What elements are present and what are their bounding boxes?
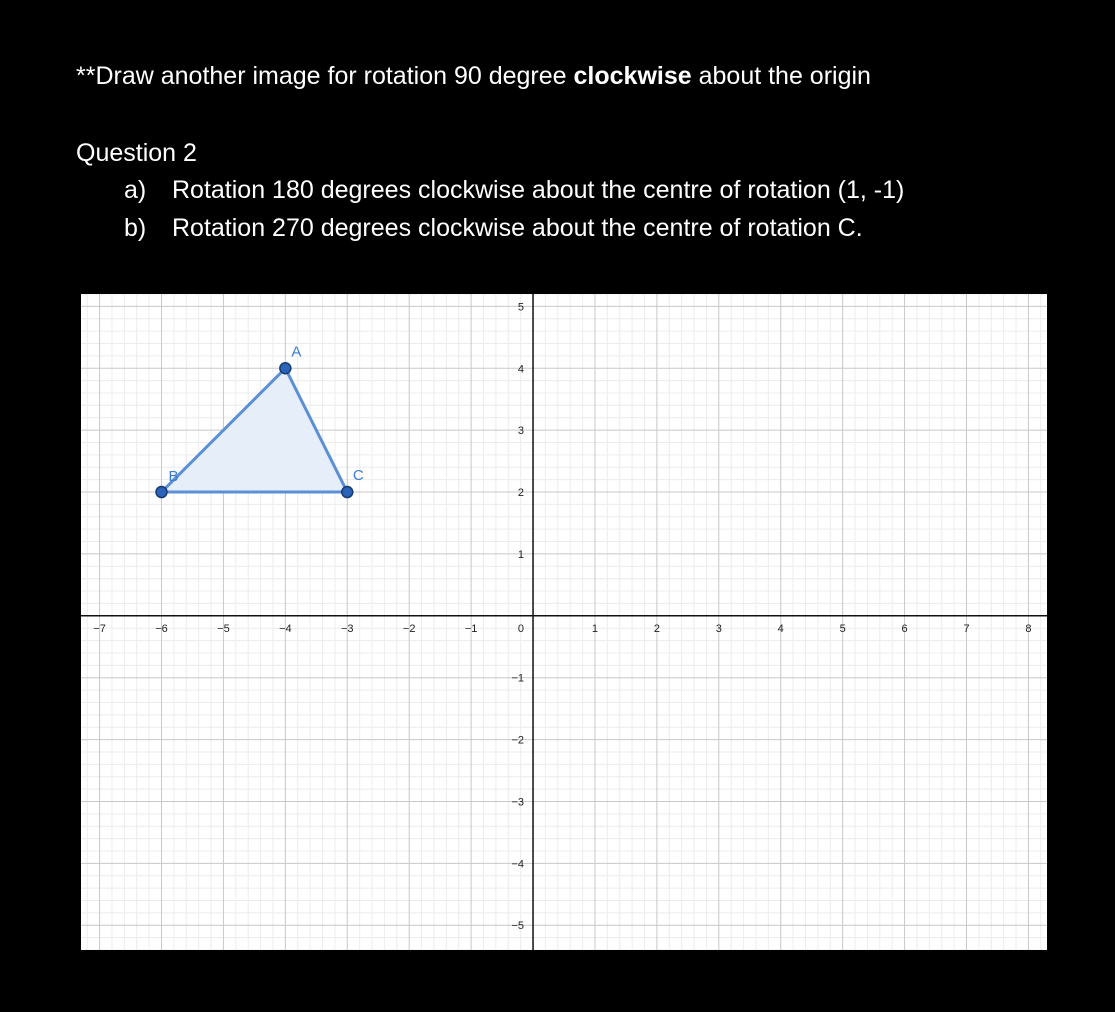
x-tick-label: 4	[777, 622, 784, 635]
instruction-prefix: **Draw another image for rotation 90 degree	[76, 62, 574, 90]
x-tick-label: −5	[217, 622, 230, 635]
x-tick-label: −6	[155, 622, 168, 635]
point-label-b: B	[168, 468, 179, 486]
y-tick-label: −5	[511, 920, 525, 933]
instruction-text	[76, 62, 871, 91]
y-tick-label: −1	[511, 672, 525, 685]
point-c	[342, 487, 353, 498]
y-tick-label: 4	[517, 363, 525, 376]
x-tick-label: 6	[901, 622, 908, 635]
y-tick-label: −4	[511, 858, 525, 871]
question-title: Question 2	[76, 139, 197, 167]
y-tick-label: −3	[511, 796, 525, 809]
y-tick-label: 2	[517, 487, 525, 500]
x-tick-label: 5	[839, 622, 846, 635]
x-tick-label: 3	[715, 622, 722, 635]
question-item-b	[124, 214, 863, 243]
x-tick-label: −7	[93, 622, 106, 635]
x-tick-label: 8	[1025, 622, 1032, 635]
y-tick-label: −2	[511, 734, 525, 747]
y-tick-label: 3	[517, 425, 525, 438]
point-b	[156, 487, 167, 498]
question-item-a-text: Rotation 180 degrees clockwise about the centre of rotation (1, -1)	[172, 176, 905, 204]
y-tick-label: 5	[517, 301, 525, 314]
point-label-c: C	[352, 467, 364, 485]
x-tick-label: −2	[402, 622, 416, 635]
y-tick-label: 1	[517, 548, 525, 561]
question-item-b-letter: b)	[124, 214, 147, 242]
x-tick-label: −1	[464, 622, 478, 635]
point-label-a: A	[291, 343, 302, 361]
x-tick-label: −3	[340, 622, 354, 635]
x-tick-label: 7	[963, 622, 970, 635]
instruction-suffix: about the origin	[691, 62, 871, 90]
question-item-b-text: Rotation 270 degrees clockwise about the centre of rotation C.	[172, 214, 863, 242]
question-item-a	[124, 176, 904, 205]
x-tick-label: 1	[591, 622, 599, 635]
origin-label: 0	[517, 622, 525, 635]
x-tick-label: 2	[653, 622, 660, 635]
coordinate-grid	[81, 294, 1047, 950]
point-a	[280, 363, 291, 374]
question-item-a-letter: a)	[124, 176, 147, 204]
x-tick-label: −4	[279, 622, 292, 635]
instruction-bold: clockwise	[573, 62, 692, 90]
